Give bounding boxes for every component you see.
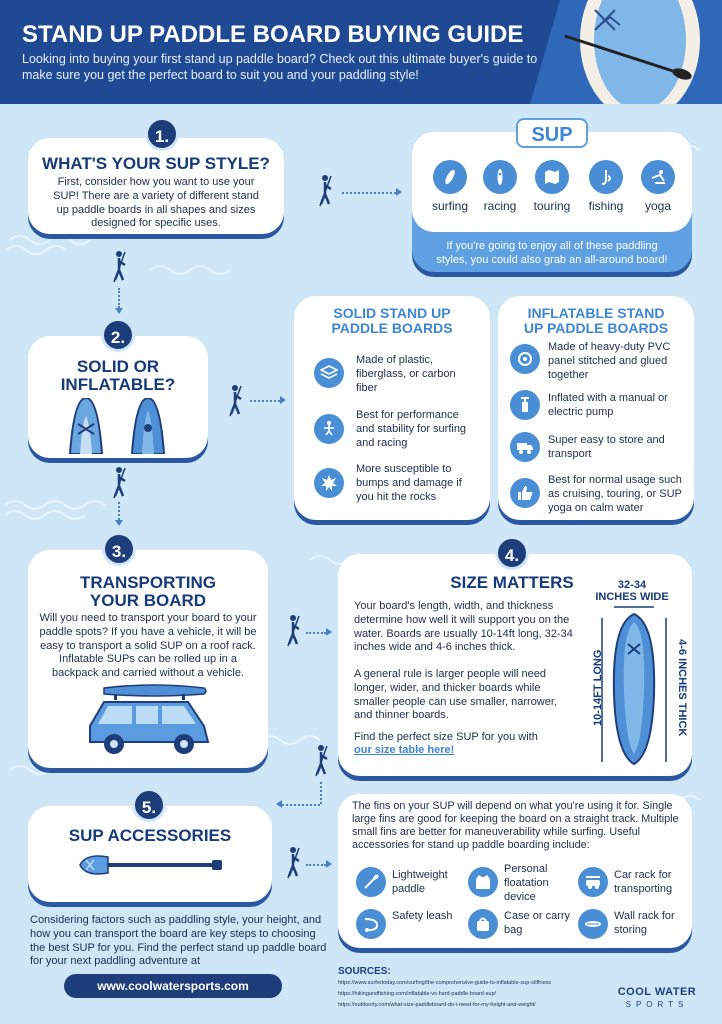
paddler-icon xyxy=(108,466,130,500)
sup-style-racing xyxy=(478,160,522,214)
sup-style-label: racing xyxy=(483,199,517,213)
yoga-icon xyxy=(641,160,675,194)
dim-length: 10-14FT LONG xyxy=(592,649,605,726)
inflatable-item-1: Made of heavy-duty PVC panel stitched and glued together xyxy=(548,341,671,381)
sup-styles-row xyxy=(420,160,684,220)
car-illustration xyxy=(84,684,214,758)
connector-6 xyxy=(320,782,322,804)
accessories-intro: The fins on your SUP will depend on what you're using it for. Single large fins are good for keeping the board on a straight track. Multiple small fins are better for maneuverability while surfing. Useful accessories for stand up paddle boarding include: xyxy=(352,800,679,851)
step2-title-line1: SOLID OR xyxy=(76,357,160,376)
connector-5 xyxy=(306,632,326,634)
accessory-5: Case or carry bag xyxy=(504,910,571,936)
racing-board-icon xyxy=(483,160,517,194)
solid-title-line2: PADDLE BOARDS xyxy=(331,320,453,336)
surfer-icon xyxy=(314,414,344,444)
inflatable-item-3: Super easy to store and transport xyxy=(548,434,665,460)
boards-illustration xyxy=(64,398,174,454)
step4-number: 4. xyxy=(495,536,529,570)
dim-width-line1: 32-34 xyxy=(617,579,647,591)
paddler-icon xyxy=(282,846,304,880)
thumbs-up-icon xyxy=(510,478,540,508)
dim-thick: 4-6 INCHES THICK xyxy=(675,639,688,737)
inflatable-title-line2: UP PADDLE BOARDS xyxy=(523,320,669,336)
source-link-3[interactable]: https://outdoorty.com/what-size-paddleboard-do-i-need-for-my-height-and-weight/ xyxy=(338,1002,536,1008)
sup-style-yoga xyxy=(636,160,680,214)
solid-item-3: More susceptible to bumps and damage if you hit the rocks xyxy=(356,463,462,503)
arrow-5 xyxy=(326,628,332,636)
solid-item-2: Best for performance and stability for surfing and racing xyxy=(356,409,467,449)
paddler-icon xyxy=(282,614,304,648)
arrow-3 xyxy=(280,396,286,404)
sup-style-label: yoga xyxy=(644,199,672,213)
impact-icon xyxy=(314,468,344,498)
step4-title: SIZE MATTERS xyxy=(450,573,574,592)
paddler-icon xyxy=(224,384,246,418)
connector-3 xyxy=(250,400,280,402)
size-table-link[interactable]: our size table here! xyxy=(354,744,455,756)
paddle-illustration xyxy=(76,852,226,878)
solid-title-line1: SOLID STAND UP xyxy=(333,305,451,321)
accessory-3: Car rack for transporting xyxy=(614,869,673,895)
sources-label: SOURCES: xyxy=(338,966,391,977)
sup-style-fishing xyxy=(582,160,630,214)
car-rack-icon xyxy=(578,867,608,897)
arrow-4 xyxy=(115,520,123,526)
inflatable-item-2: Inflated with a manual or electric pump xyxy=(548,392,668,418)
life-vest-icon xyxy=(468,867,498,897)
fishing-icon xyxy=(589,160,623,194)
arrow-1 xyxy=(396,188,402,196)
page-subtitle: Looking into buying your first stand up paddle board? Check out this ultimate buyer's guide to make sure you get the perfect board to suit you and your paddling style! xyxy=(22,52,538,83)
step3-title-line1: TRANSPORTING xyxy=(80,573,216,592)
page-title: STAND UP PADDLE BOARD BUYING GUIDE xyxy=(22,21,524,48)
paddler-icon xyxy=(310,744,332,778)
sup-style-touring xyxy=(528,160,576,214)
step2-title-line2: INFLATABLE? xyxy=(60,375,176,394)
badge-icon xyxy=(510,344,540,374)
accessory-1: Lightweight paddle xyxy=(392,869,448,895)
connector-4 xyxy=(118,502,120,520)
step4-p2: A general rule is larger people will need longer, wider, and thicker boards while smaller people can use smaller, narrower, and thinner boards. xyxy=(354,668,557,722)
solid-item-1: Made of plastic, fiberglass, or carbon fiber xyxy=(356,354,456,394)
bag-icon xyxy=(468,909,498,939)
surfboard-icon xyxy=(433,160,467,194)
connector-2 xyxy=(118,288,120,308)
step4-p1: Your board's length, width, and thickness determine how well it will support you on the water. Boards are usually 10-14ft long, 32-34 inches wide and 4-6 inches thick. xyxy=(354,600,573,654)
brand-logo-line2: SPORTS xyxy=(625,1000,689,1009)
step4-p3: Find the perfect size SUP for you with xyxy=(354,731,538,743)
step1-number: 1. xyxy=(145,117,179,151)
accessory-6: Wall rack for storing xyxy=(614,910,675,936)
connector-1 xyxy=(342,192,396,194)
step3-number: 3. xyxy=(102,532,136,566)
inflatable-item-4: Best for normal usage such as cruising, touring, or SUP yoga on calm water xyxy=(548,474,682,514)
layers-icon xyxy=(314,358,344,388)
arrow-2 xyxy=(115,308,123,314)
arrow-6 xyxy=(276,800,282,808)
board-dimensions-illustration xyxy=(596,604,672,770)
leash-icon xyxy=(356,909,386,939)
step2-number: 2. xyxy=(101,318,135,352)
sup-note: If you're going to enjoy all of these paddling styles, you could also grab an all-around board! xyxy=(436,240,668,266)
step5-title: SUP ACCESSORIES xyxy=(68,826,232,845)
sup-style-surfing xyxy=(428,160,472,214)
accessory-4: Safety leash xyxy=(392,910,453,922)
step1-body: First, consider how you want to use your SUP! There are a variety of different stand up paddle boards in all shapes and sizes designed for specific uses. xyxy=(53,176,259,230)
sup-style-label: surfing xyxy=(431,199,469,213)
paddle-icon xyxy=(356,867,386,897)
connector-7 xyxy=(282,804,320,806)
website-button[interactable]: www.coolwatersports.com xyxy=(64,974,282,998)
step3-title-line2: YOUR BOARD xyxy=(89,591,207,610)
map-icon xyxy=(535,160,569,194)
brand-logo-line1: COOL WATER xyxy=(617,986,697,998)
truck-icon xyxy=(510,432,540,462)
connector-8 xyxy=(306,864,326,866)
closing-text: Considering factors such as paddling style, your height, and how you can transport the board are key steps to choosing the best SUP for you. Find the perfect stand up paddle board for your next paddling adventure at xyxy=(30,914,327,968)
inflatable-title-line1: INFLATABLE STAND xyxy=(527,305,665,321)
arrow-7 xyxy=(326,860,332,868)
source-link-1[interactable]: https://www.surfertoday.com/surfing/the-comprehensive-guide-to-inflatable-sup-stiffness xyxy=(338,980,552,986)
paddler-icon xyxy=(108,250,130,284)
sup-style-label: fishing xyxy=(588,199,624,213)
accessory-2: Personal floatation device xyxy=(504,863,549,903)
step1-title: WHAT'S YOUR SUP STYLE? xyxy=(42,154,270,173)
wall-rack-icon xyxy=(578,909,608,939)
sup-style-label: touring xyxy=(533,199,571,213)
dim-width-line2: INCHES WIDE xyxy=(595,591,669,603)
step3-body: Will you need to transport your board to your paddle spots? If you have a vehicle, it will be easy to transport a solid SUP on a roof rack. Inflatable SUPs can be rolled up in a backpack and carried without a vehicle. xyxy=(39,612,257,679)
step5-number: 5. xyxy=(132,788,166,822)
pump-icon xyxy=(510,390,540,420)
paddler-icon xyxy=(314,174,336,208)
source-link-2[interactable]: https://hikingandfishing.com/inflatable-vs-hard-paddle-board-sup/ xyxy=(338,991,497,997)
sup-badge: SUP xyxy=(516,118,588,148)
